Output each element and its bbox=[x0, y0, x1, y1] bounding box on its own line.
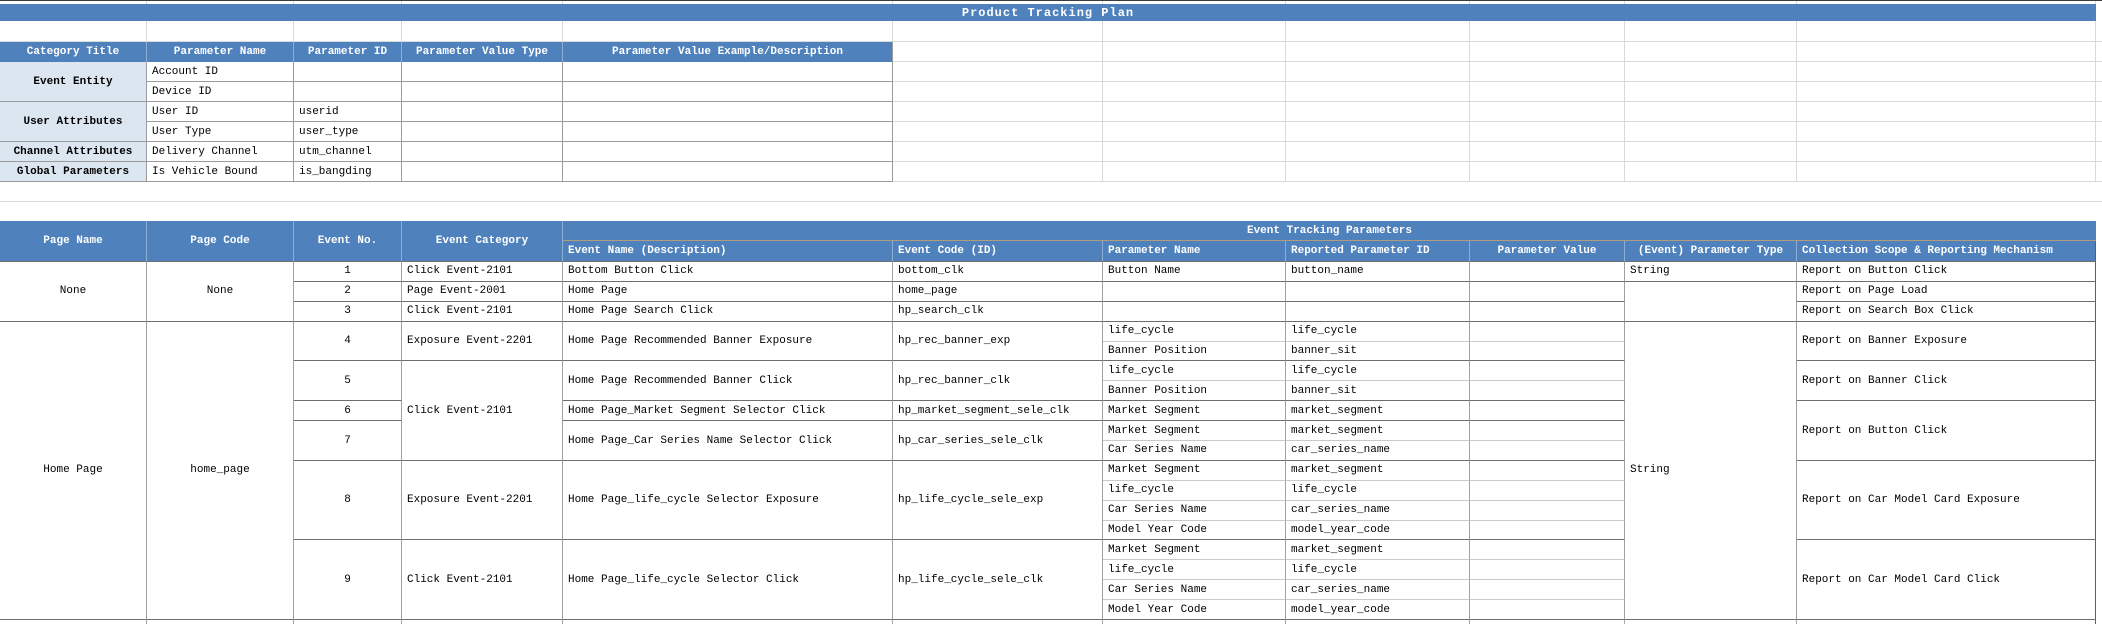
event-8-param-2-name[interactable]: life_cycle bbox=[1103, 481, 1286, 501]
t1-param-id-cell[interactable] bbox=[294, 82, 402, 102]
t2-header-event-no[interactable]: Event No. bbox=[294, 221, 402, 262]
event-9-category[interactable]: Click Event-2101 bbox=[402, 540, 563, 620]
t1-category-global-parameters[interactable]: Global Parameters bbox=[0, 162, 147, 182]
event-5-code[interactable]: hp_rec_banner_clk bbox=[893, 361, 1103, 401]
event-5-name[interactable]: Home Page Recommended Banner Click bbox=[563, 361, 893, 401]
param-value-cell[interactable] bbox=[1470, 282, 1625, 302]
event-8-param-1-name[interactable]: Market Segment bbox=[1103, 461, 1286, 481]
t1-example-cell[interactable] bbox=[563, 142, 893, 162]
param-value-cell[interactable] bbox=[1470, 381, 1625, 401]
event-9-param-4-name[interactable]: Model Year Code bbox=[1103, 600, 1286, 620]
event-9-param-2-id[interactable]: life_cycle bbox=[1286, 560, 1470, 580]
event-6-param-1-id[interactable]: market_segment bbox=[1286, 401, 1470, 421]
event-9-param-3-name[interactable]: Car Series Name bbox=[1103, 580, 1286, 600]
t2-header-page-code[interactable]: Page Code bbox=[147, 221, 294, 262]
event-7-param-1-name[interactable]: Market Segment bbox=[1103, 421, 1286, 441]
event-2-name[interactable]: Home Page bbox=[563, 282, 893, 302]
event-5-param-1-name[interactable]: life_cycle bbox=[1103, 361, 1286, 381]
param-value-cell[interactable] bbox=[1470, 302, 1625, 322]
t1-category-channel-attributes[interactable]: Channel Attributes bbox=[0, 142, 147, 162]
event-9-param-1-id[interactable]: market_segment bbox=[1286, 540, 1470, 560]
sheet-top-border bbox=[0, 0, 2102, 1]
t1-value-type-cell[interactable] bbox=[402, 122, 563, 142]
event-1-name[interactable]: Bottom Button Click bbox=[563, 262, 893, 282]
t2-header-event-code[interactable]: Event Code (ID) bbox=[893, 241, 1103, 262]
empty-rows bbox=[0, 182, 2102, 221]
event-9-name[interactable]: Home Page_life_cycle Selector Click bbox=[563, 540, 893, 620]
param-value-cell[interactable] bbox=[1470, 521, 1625, 541]
t2-header-event-name[interactable]: Event Name (Description) bbox=[563, 241, 893, 262]
event-8-scope[interactable]: Report on Car Model Card Exposure bbox=[1797, 461, 2096, 541]
param-value-cell[interactable] bbox=[1470, 361, 1625, 381]
event-7-no[interactable]: 7 bbox=[294, 421, 402, 461]
event-2-code[interactable]: home_page bbox=[893, 282, 1103, 302]
t1-example-cell[interactable] bbox=[563, 102, 893, 122]
event-6-param-1-name[interactable]: Market Segment bbox=[1103, 401, 1286, 421]
event-1-param-1-name[interactable]: Button Name bbox=[1103, 262, 1286, 282]
event-9-param-2-name[interactable]: life_cycle bbox=[1103, 560, 1286, 580]
event-4-no[interactable]: 4 bbox=[294, 322, 402, 362]
t1-param-id-cell[interactable] bbox=[294, 62, 402, 82]
event-9-param-1-name[interactable]: Market Segment bbox=[1103, 540, 1286, 560]
event-6-name[interactable]: Home Page_Market Segment Selector Click bbox=[563, 401, 893, 421]
event-2-param-name-cell[interactable] bbox=[1103, 282, 1286, 302]
param-value-cell[interactable] bbox=[1470, 322, 1625, 342]
event-5-param-1-id[interactable]: life_cycle bbox=[1286, 361, 1470, 381]
t1-param-name-device-id[interactable]: Device ID bbox=[147, 82, 294, 102]
t1-param-name-user-id[interactable]: User ID bbox=[147, 102, 294, 122]
param-value-cell[interactable] bbox=[1470, 401, 1625, 421]
event-4-param-2-id[interactable]: banner_sit bbox=[1286, 342, 1470, 362]
t2-page-code-none[interactable]: None bbox=[147, 262, 294, 322]
event-9-param-4-id[interactable]: model_year_code bbox=[1286, 600, 1470, 620]
sheet-title: Product Tracking Plan bbox=[0, 4, 2096, 21]
event-8-param-4-name[interactable]: Model Year Code bbox=[1103, 521, 1286, 541]
event-8-param-4-id[interactable]: model_year_code bbox=[1286, 521, 1470, 541]
t1-param-id-is-bangding[interactable]: is_bangding bbox=[294, 162, 402, 182]
param-value-cell[interactable] bbox=[1470, 580, 1625, 600]
event-4-category[interactable]: Exposure Event-2201 bbox=[402, 322, 563, 362]
t2-header-page-name[interactable]: Page Name bbox=[0, 221, 147, 262]
event-4-name[interactable]: Home Page Recommended Banner Exposure bbox=[563, 322, 893, 362]
t1-example-cell[interactable] bbox=[563, 62, 893, 82]
event-2-param-id-cell[interactable] bbox=[1286, 282, 1470, 302]
event-5-param-2-id[interactable]: banner_sit bbox=[1286, 381, 1470, 401]
t1-header-parameter-name[interactable]: Parameter Name bbox=[147, 42, 294, 62]
event-1-scope[interactable]: Report on Button Click bbox=[1797, 262, 2096, 282]
param-value-cell[interactable] bbox=[1470, 540, 1625, 560]
event-6-code[interactable]: hp_market_segment_sele_clk bbox=[893, 401, 1103, 421]
event-8-name[interactable]: Home Page_life_cycle Selector Exposure bbox=[563, 461, 893, 541]
event-1-category[interactable]: Click Event-2101 bbox=[402, 262, 563, 282]
t1-param-name-account-id[interactable]: Account ID bbox=[147, 62, 294, 82]
event-9-no[interactable]: 9 bbox=[294, 540, 402, 620]
param-value-cell[interactable] bbox=[1470, 461, 1625, 481]
t1-header-parameter-value-type[interactable]: Parameter Value Type bbox=[402, 42, 563, 62]
param-value-cell[interactable] bbox=[1470, 421, 1625, 441]
t1-param-id-user-type[interactable]: user_type bbox=[294, 122, 402, 142]
t1-value-type-cell[interactable] bbox=[402, 102, 563, 122]
t2-page-name-home-page[interactable]: Home Page bbox=[0, 322, 147, 620]
t1-value-type-cell[interactable] bbox=[402, 142, 563, 162]
event-5-no[interactable]: 5 bbox=[294, 361, 402, 401]
param-value-cell[interactable] bbox=[1470, 600, 1625, 620]
t1-category-user-attributes[interactable]: User Attributes bbox=[0, 102, 147, 142]
event-8-param-1-id[interactable]: market_segment bbox=[1286, 461, 1470, 481]
t1-param-name-user-type[interactable]: User Type bbox=[147, 122, 294, 142]
event-1-param-1-id[interactable]: button_name bbox=[1286, 262, 1470, 282]
t1-param-id-utm-channel[interactable]: utm_channel bbox=[294, 142, 402, 162]
param-value-cell[interactable] bbox=[1470, 560, 1625, 580]
event-4-param-1-name[interactable]: life_cycle bbox=[1103, 322, 1286, 342]
t1-param-id-userid[interactable]: userid bbox=[294, 102, 402, 122]
event-2-no[interactable]: 2 bbox=[294, 282, 402, 302]
t1-value-type-cell[interactable] bbox=[402, 62, 563, 82]
event-7-name[interactable]: Home Page_Car Series Name Selector Click bbox=[563, 421, 893, 461]
t1-header-parameter-value-example[interactable]: Parameter Value Example/Description bbox=[563, 42, 893, 62]
event-5-param-2-name[interactable]: Banner Position bbox=[1103, 381, 1286, 401]
event-9-code[interactable]: hp_life_cycle_sele_clk bbox=[893, 540, 1103, 620]
event-4-code[interactable]: hp_rec_banner_exp bbox=[893, 322, 1103, 362]
event-9-param-3-id[interactable]: car_series_name bbox=[1286, 580, 1470, 600]
t1-header-category-title[interactable]: Category Title bbox=[0, 42, 147, 62]
t2-page-code-home-page[interactable]: home_page bbox=[147, 322, 294, 620]
event-3-scope[interactable]: Report on Search Box Click bbox=[1797, 302, 2096, 322]
event-8-param-3-name[interactable]: Car Series Name bbox=[1103, 501, 1286, 521]
event-8-param-3-id[interactable]: car_series_name bbox=[1286, 501, 1470, 521]
event-4-param-1-id[interactable]: life_cycle bbox=[1286, 322, 1470, 342]
param-value-cell[interactable] bbox=[1470, 441, 1625, 461]
t1-example-cell[interactable] bbox=[563, 82, 893, 102]
event-1-param-type[interactable]: String bbox=[1625, 262, 1797, 282]
t2-header-parameter-value[interactable]: Parameter Value bbox=[1470, 241, 1625, 262]
event-1-code[interactable]: bottom_clk bbox=[893, 262, 1103, 282]
event-6-no[interactable]: 6 bbox=[294, 401, 402, 421]
event-4-scope[interactable]: Report on Banner Exposure bbox=[1797, 322, 2096, 362]
event-1-no[interactable]: 1 bbox=[294, 262, 402, 282]
event-9-scope[interactable]: Report on Car Model Card Click bbox=[1797, 540, 2096, 620]
event-3-category[interactable]: Click Event-2101 bbox=[402, 302, 563, 322]
param-value-cell[interactable] bbox=[1470, 262, 1625, 282]
t2-header-collection-scope[interactable]: Collection Scope & Reporting Mechanism bbox=[1797, 241, 2096, 262]
param-value-cell[interactable] bbox=[1470, 481, 1625, 501]
t2-page-name-none[interactable]: None bbox=[0, 262, 147, 322]
t2-header-event-parameter-type[interactable]: (Event) Parameter Type bbox=[1625, 241, 1797, 262]
event-8-code[interactable]: hp_life_cycle_sele_exp bbox=[893, 461, 1103, 541]
event-7-param-2-name[interactable]: Car Series Name bbox=[1103, 441, 1286, 461]
param-value-cell[interactable] bbox=[1470, 342, 1625, 362]
event-7-param-2-id[interactable]: car_series_name bbox=[1286, 441, 1470, 461]
t1-example-cell[interactable] bbox=[563, 162, 893, 182]
empty-grid-area bbox=[893, 42, 2102, 182]
event-5-7-category[interactable]: Click Event-2101 bbox=[402, 361, 563, 460]
events-4-9-param-type[interactable]: String bbox=[1625, 322, 1797, 620]
event-2-category[interactable]: Page Event-2001 bbox=[402, 282, 563, 302]
t2-header-event-tracking-parameters[interactable]: Event Tracking Parameters bbox=[563, 221, 2096, 241]
t1-example-cell[interactable] bbox=[563, 122, 893, 142]
event-3-code[interactable]: hp_search_clk bbox=[893, 302, 1103, 322]
event-3-name[interactable]: Home Page Search Click bbox=[563, 302, 893, 322]
event-2-3-param-type-cell[interactable] bbox=[1625, 282, 1797, 322]
event-2-scope[interactable]: Report on Page Load bbox=[1797, 282, 2096, 302]
t1-category-event-entity[interactable]: Event Entity bbox=[0, 62, 147, 102]
t1-param-name-delivery-channel[interactable]: Delivery Channel bbox=[147, 142, 294, 162]
event-3-no[interactable]: 3 bbox=[294, 302, 402, 322]
empty-row bbox=[0, 21, 2102, 42]
param-value-cell[interactable] bbox=[1470, 501, 1625, 521]
partial-row-bottom bbox=[0, 620, 2102, 624]
event-4-param-2-name[interactable]: Banner Position bbox=[1103, 342, 1286, 362]
event-7-param-1-id[interactable]: market_segment bbox=[1286, 421, 1470, 441]
event-8-param-2-id[interactable]: life_cycle bbox=[1286, 481, 1470, 501]
event-3-param-name-cell[interactable] bbox=[1103, 302, 1286, 322]
t2-header-event-category[interactable]: Event Category bbox=[402, 221, 563, 262]
event-3-param-id-cell[interactable] bbox=[1286, 302, 1470, 322]
t1-header-parameter-id[interactable]: Parameter ID bbox=[294, 42, 402, 62]
event-7-code[interactable]: hp_car_series_sele_clk bbox=[893, 421, 1103, 461]
event-8-no[interactable]: 8 bbox=[294, 461, 402, 541]
event-6-7-scope[interactable]: Report on Button Click bbox=[1797, 401, 2096, 461]
event-5-scope[interactable]: Report on Banner Click bbox=[1797, 361, 2096, 401]
t2-header-parameter-name[interactable]: Parameter Name bbox=[1103, 241, 1286, 262]
t1-value-type-cell[interactable] bbox=[402, 82, 563, 102]
t1-param-name-is-vehicle-bound[interactable]: Is Vehicle Bound bbox=[147, 162, 294, 182]
t1-value-type-cell[interactable] bbox=[402, 162, 563, 182]
event-8-category[interactable]: Exposure Event-2201 bbox=[402, 461, 563, 541]
t2-header-reported-parameter-id[interactable]: Reported Parameter ID bbox=[1286, 241, 1470, 262]
